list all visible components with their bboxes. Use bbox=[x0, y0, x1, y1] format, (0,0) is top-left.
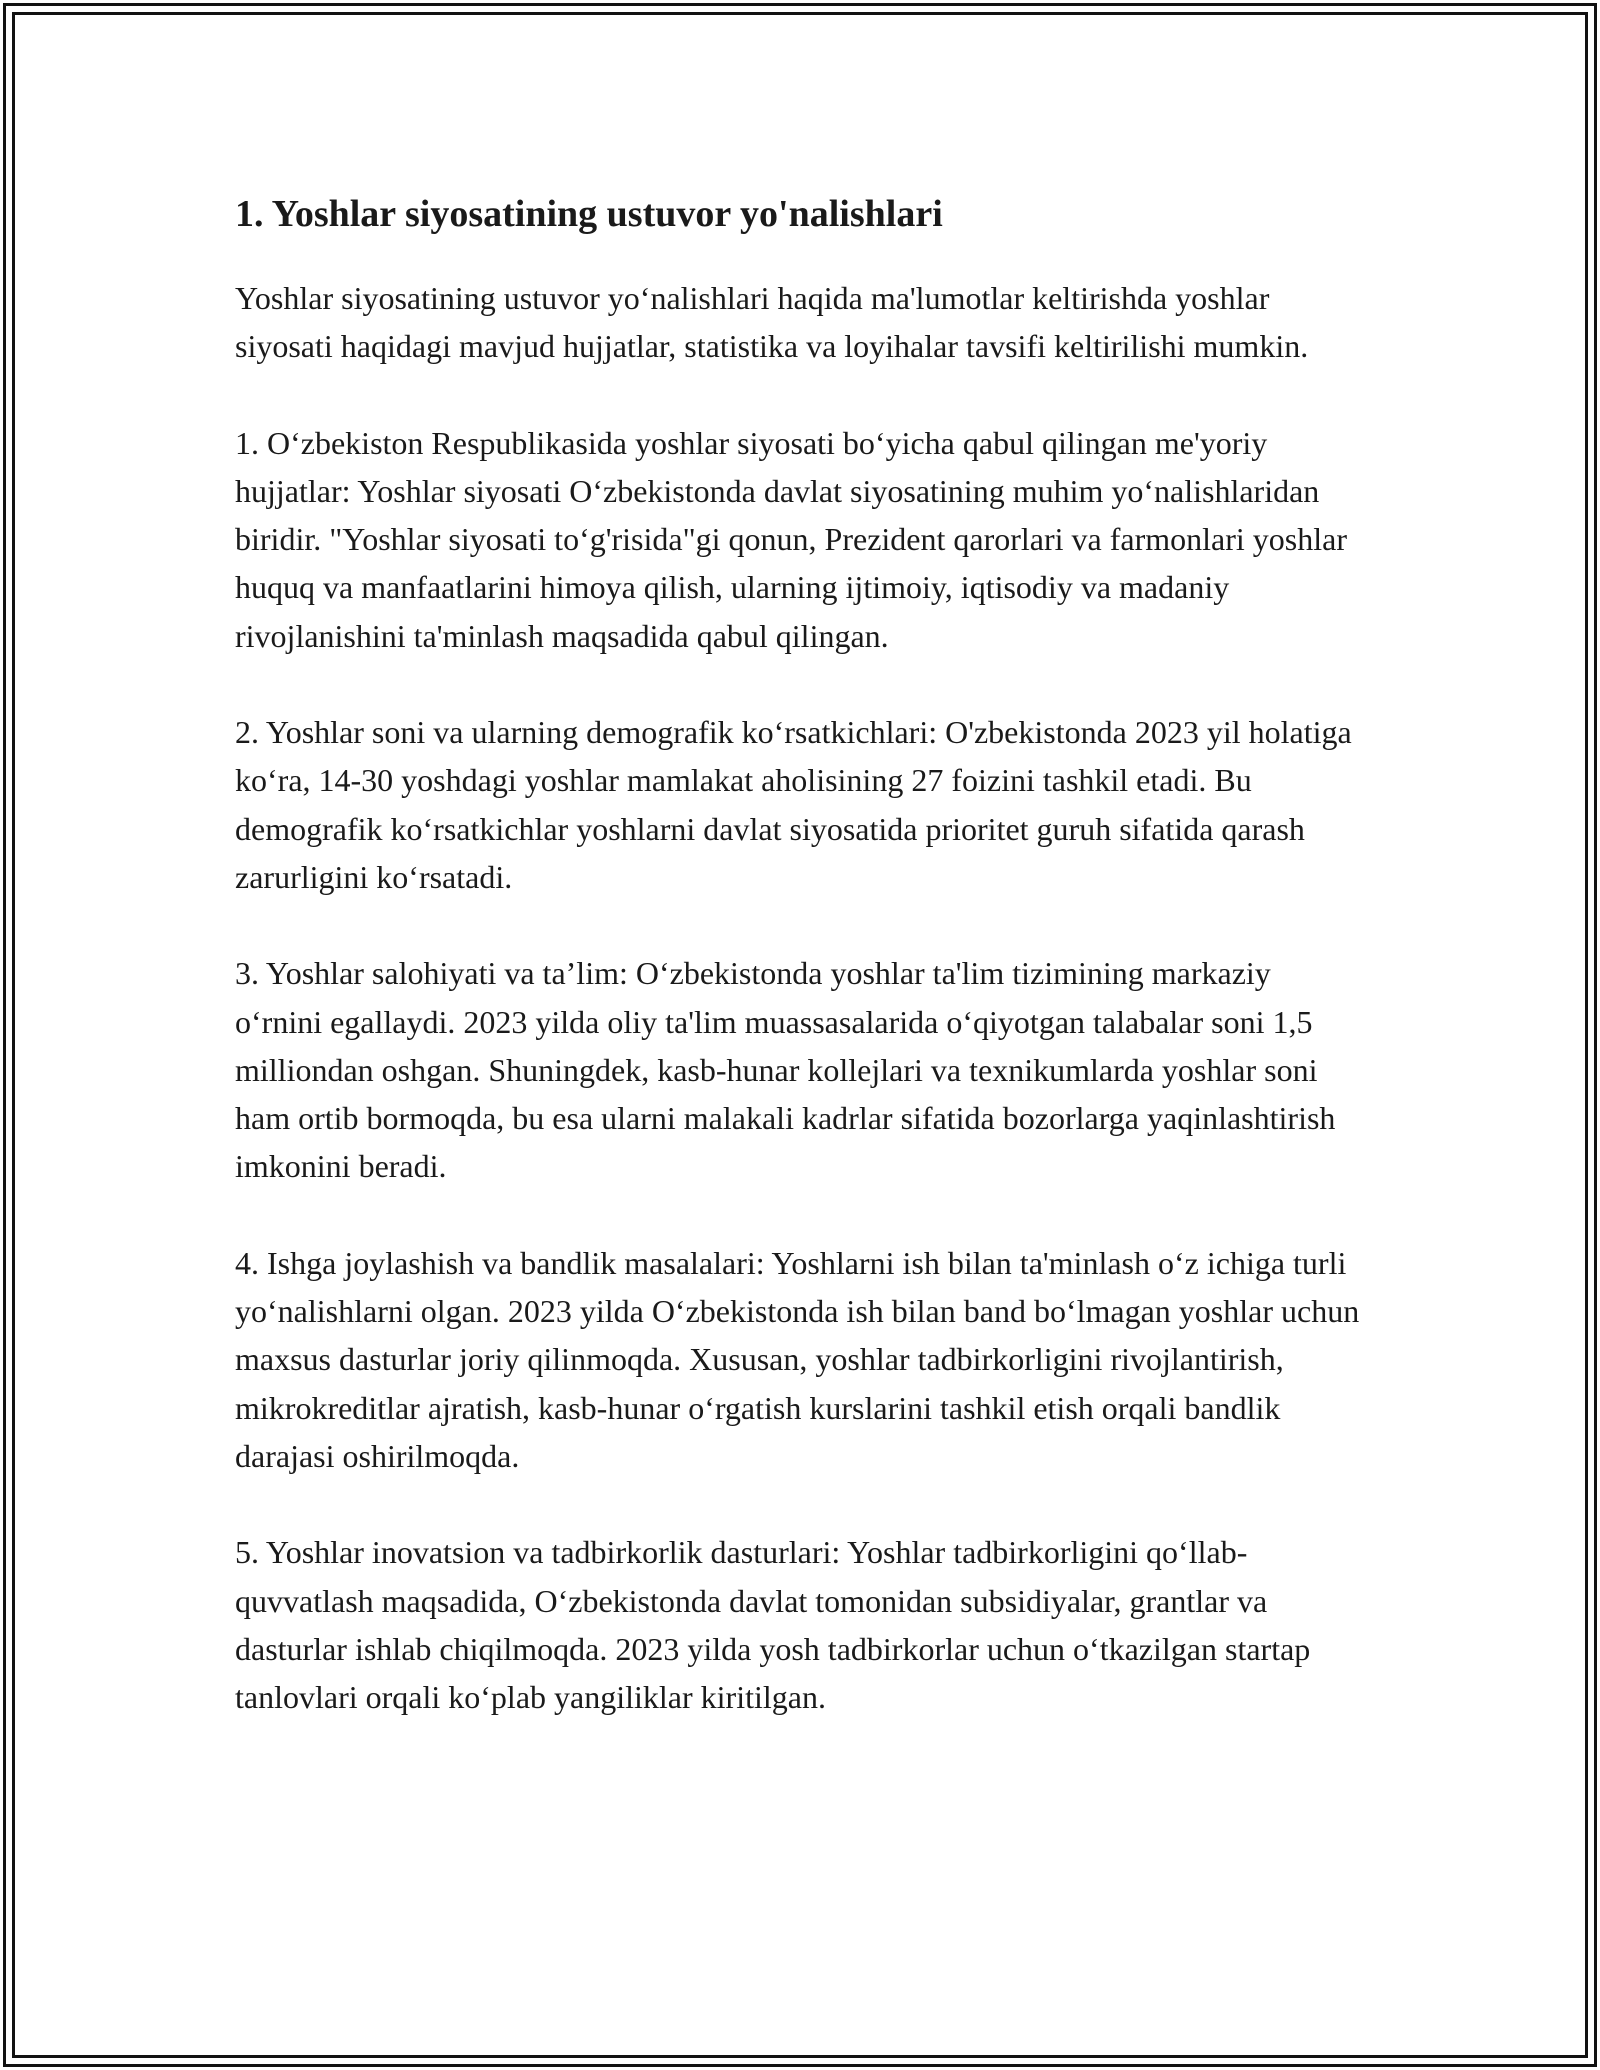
section-heading: 1. Yoshlar siyosatining ustuvor yo'nalishlari bbox=[235, 193, 943, 235]
intro-paragraph: Yoshlar siyosatining ustuvor yo‘nalishlari haqida ma'lumotlar keltirishda yoshlar siyosati haqidagi mavjud hujjatlar, statistika va loyihalar tavsifi keltirilishi mumkin. bbox=[235, 280, 1309, 365]
paragraph-entrepreneurship: 5. Yoshlar inovatsion va tadbirkorlik dasturlari: Yoshlar tadbirkorligini qo‘llab-quvvatlash maqsadida, O‘zbekistonda davlat tomonidan subsidiyalar, grantlar va dasturlar ishlab chiqilmoqda. 2023 yilda yosh tadbirkorlar uchun o‘tkazilgan startap tanlovlari orqali ko‘plab yangiliklar kiritilgan. bbox=[235, 1534, 1311, 1716]
document-body bbox=[235, 188, 1365, 1769]
paragraph-demographics: 2. Yoshlar soni va ularning demografik ko‘rsatkichlari: O'zbekistonda 2023 yil holatiga ko‘ra, 14-30 yoshdagi yoshlar mamlakat aholisining 27 foizini tashkil etadi. Bu demografik ko‘rsatkichlar yoshlarni davlat siyosatida prioritet guruh sifatida qarash zarurligini ko‘rsatadi. bbox=[235, 714, 1352, 895]
paragraph-employment: 4. Ishga joylashish va bandlik masalalari: Yoshlarni ish bilan ta'minlash o‘z ichiga turli yo‘nalishlarni olgan. 2023 yilda O‘zbekistonda ish bilan band bo‘lmagan yoshlar uchun maxsus dasturlar joriy qilinmoqda. Xususan, yoshlar tadbirkorligini rivojlantirish, mikrokreditlar ajratish, kasb-hunar o‘rgatish kurslarini tashkil etish orqali bandlik darajasi oshirilmoqda. bbox=[235, 1244, 1360, 1474]
paragraph-regulatory-documents: 1. O‘zbekiston Respublikasida yoshlar siyosati bo‘yicha qabul qilingan me'yoriy hujjatlar: Yoshlar siyosati O‘zbekistonda davlat siyosatining muhim yo‘nalishlaridan biridir. "Yoshlar siyosati to‘g'risida"gi qonun, Prezident qarorlari va farmonlari yoshlar huquq va manfaatlarini himoya qilish, ularning ijtimoiy, iqtisodiy va madaniy rivojlanishini ta'minlash maqsadida qabul qilingan. bbox=[235, 424, 1347, 654]
paragraph-education: 3. Yoshlar salohiyati va ta’lim: O‘zbekistonda yoshlar ta'lim tizimining markaziy o‘rnini egallaydi. 2023 yilda oliy ta'lim muassasalarida o‘qiyotgan talabalar soni 1,5 milliondan oshgan. Shuningdek, kasb-hunar kollejlari va texnikumlarda yoshlar soni ham ortib bormoqda, bu esa ularni malakali kadrlar sifatida bozorlarga yaqinlashtirish imkonini beradi. bbox=[235, 955, 1336, 1185]
